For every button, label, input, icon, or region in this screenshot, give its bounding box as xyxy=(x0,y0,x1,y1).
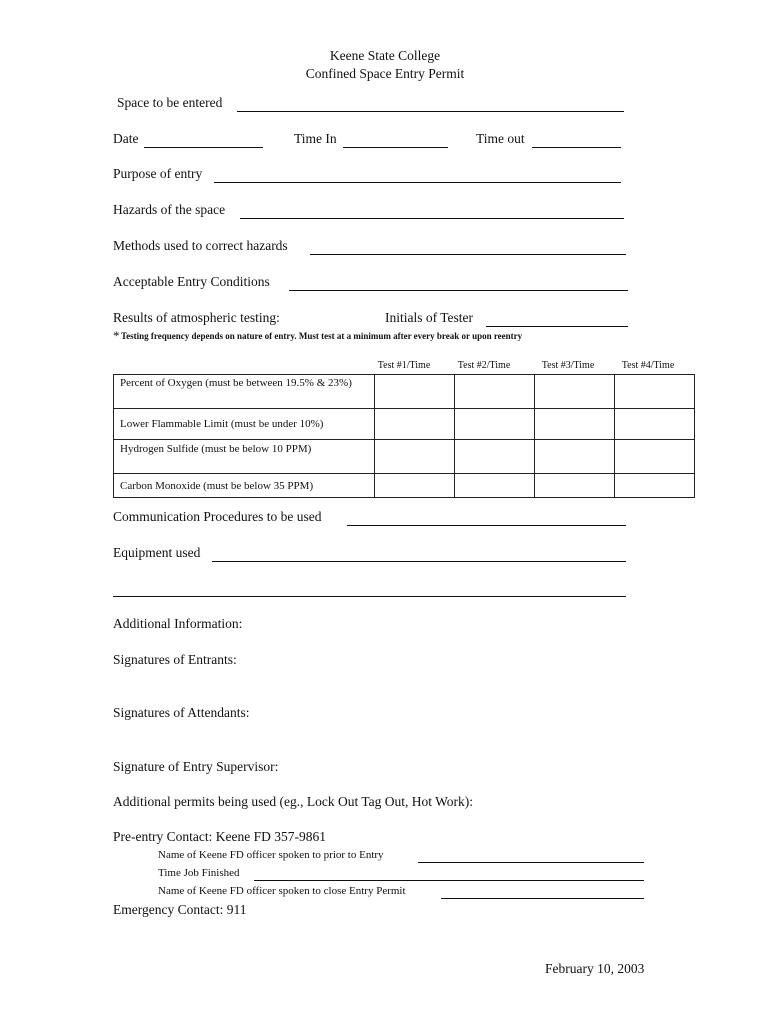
oxygen-test-3-cell[interactable] xyxy=(535,375,615,409)
pre-entry-contact-label: Pre-entry Contact: Keene FD 357-9861 xyxy=(113,829,326,844)
officer-close-field[interactable] xyxy=(441,886,644,899)
equipment-label: Equipment used xyxy=(113,545,201,560)
table-row xyxy=(114,474,695,498)
officer-prior-field[interactable] xyxy=(418,850,644,863)
attendants-signature-label: Signatures of Attendants: xyxy=(113,705,250,720)
column-header-test-2: Test #2/Time xyxy=(457,360,511,371)
methods-field[interactable] xyxy=(310,240,626,255)
space-label: Space to be entered xyxy=(117,95,223,110)
communication-field[interactable] xyxy=(347,511,626,526)
co-test-2-cell[interactable] xyxy=(455,474,535,498)
column-header-test-4: Test #4/Time xyxy=(621,360,675,371)
officer-prior-label: Name of Keene FD officer spoken to prior to Entry xyxy=(158,849,384,861)
date-field[interactable] xyxy=(144,133,263,148)
purpose-field[interactable] xyxy=(214,168,621,183)
h2s-test-2-cell[interactable] xyxy=(455,440,535,474)
emergency-contact-label: Emergency Contact: 911 xyxy=(113,902,247,917)
purpose-label: Purpose of entry xyxy=(113,166,203,181)
time-out-field[interactable] xyxy=(532,133,621,148)
communication-label: Communication Procedures to be used xyxy=(113,509,322,524)
row-label-oxygen: Percent of Oxygen (must be between 19.5% & 23%) xyxy=(114,375,375,409)
date-label: Date xyxy=(113,131,139,146)
additional-info-label: Additional Information: xyxy=(113,616,243,631)
column-header-test-3: Test #3/Time xyxy=(541,360,595,371)
equipment-field[interactable] xyxy=(212,547,626,562)
co-test-3-cell[interactable] xyxy=(535,474,615,498)
lfl-test-1-cell[interactable] xyxy=(375,409,455,440)
atmospheric-results-label: Results of atmospheric testing: xyxy=(113,310,280,325)
co-test-4-cell[interactable] xyxy=(615,474,695,498)
initials-field[interactable] xyxy=(486,312,628,327)
time-out-label: Time out xyxy=(476,131,525,146)
methods-label: Methods used to correct hazards xyxy=(113,238,288,253)
atmospheric-test-table xyxy=(113,374,695,498)
co-test-1-cell[interactable] xyxy=(375,474,455,498)
table-row xyxy=(114,440,695,474)
time-in-label: Time In xyxy=(294,131,337,146)
equipment-field-continued[interactable] xyxy=(113,582,626,597)
entrants-signature-label: Signatures of Entrants: xyxy=(113,652,237,667)
form-title: Confined Space Entry Permit xyxy=(305,66,465,81)
h2s-test-3-cell[interactable] xyxy=(535,440,615,474)
revision-date: February 10, 2003 xyxy=(545,961,645,976)
lfl-test-2-cell[interactable] xyxy=(455,409,535,440)
additional-permits-label: Additional permits being used (eg., Lock Out Tag Out, Hot Work): xyxy=(113,794,474,809)
column-header-test-1: Test #1/Time xyxy=(377,360,431,371)
row-label-co: Carbon Monoxide (must be below 35 PPM) xyxy=(114,474,375,498)
oxygen-test-4-cell[interactable] xyxy=(615,375,695,409)
acceptable-conditions-label: Acceptable Entry Conditions xyxy=(113,274,270,289)
lfl-test-3-cell[interactable] xyxy=(535,409,615,440)
testing-frequency-note: Testing frequency depends on nature of entry. Must test at a minimum after every break or upon reentry xyxy=(121,331,523,341)
hazards-field[interactable] xyxy=(240,204,624,219)
oxygen-test-2-cell[interactable] xyxy=(455,375,535,409)
time-finished-field[interactable] xyxy=(254,868,644,881)
row-label-lfl: Lower Flammable Limit (must be under 10%) xyxy=(114,409,375,440)
officer-close-label: Name of Keene FD officer spoken to close Entry Permit xyxy=(158,885,406,897)
row-label-h2s: Hydrogen Sulfide (must be below 10 PPM) xyxy=(114,440,375,474)
h2s-test-1-cell[interactable] xyxy=(375,440,455,474)
space-field[interactable] xyxy=(237,97,624,112)
initials-label: Initials of Tester xyxy=(385,310,474,325)
time-finished-label: Time Job Finished xyxy=(158,867,240,879)
table-row xyxy=(114,375,695,409)
acceptable-conditions-field[interactable] xyxy=(289,276,628,291)
institution-name: Keene State College xyxy=(329,48,441,63)
lfl-test-4-cell[interactable] xyxy=(615,409,695,440)
oxygen-test-1-cell[interactable] xyxy=(375,375,455,409)
table-row xyxy=(114,409,695,440)
h2s-test-4-cell[interactable] xyxy=(615,440,695,474)
time-in-field[interactable] xyxy=(343,133,448,148)
hazards-label: Hazards of the space xyxy=(113,202,226,217)
supervisor-signature-label: Signature of Entry Supervisor: xyxy=(113,759,279,774)
asterisk-mark: * xyxy=(113,328,120,343)
